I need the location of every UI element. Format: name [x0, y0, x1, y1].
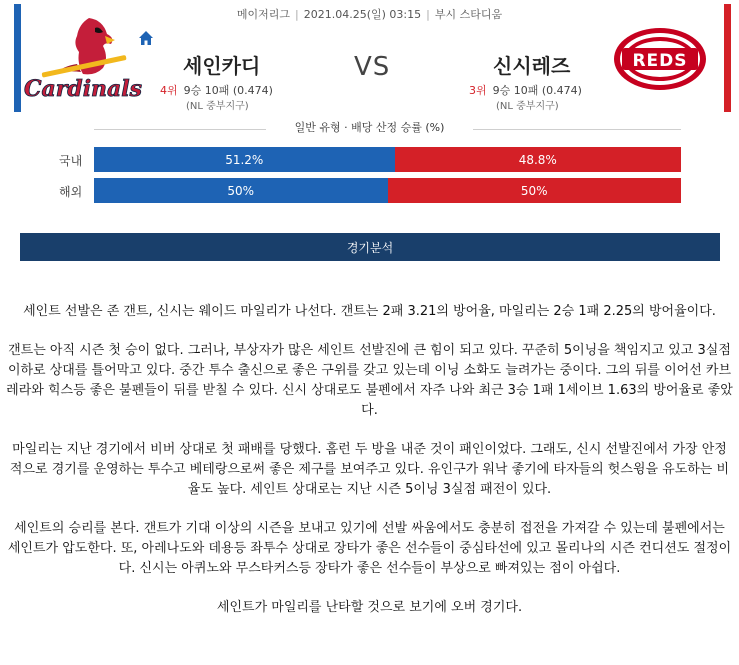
win-prob-away-segment: 50% [388, 178, 682, 203]
reds-logo [612, 26, 708, 92]
analysis-paragraph: 세인트의 승리를 본다. 갠트가 기대 이상의 시즌을 보내고 있기에 선발 싸움에서도 충분히 접전을 가져갈 수 있는데 불펜에서는 세인트가 압도한다. 또, 아레나도와 데용등 좌투수 상대로 장타가 좋은 선수들이 중심타선에 있고 몰리나의 시즌 컨디션도 절정이다. 신시는 아퀴노와 무스타커스등 장타가 좋은 선수들이 부상으로 빠져있는 점이 아쉽다. [7, 521, 732, 576]
win-prob-row-label: 해외 [59, 185, 83, 199]
away-team-record-text: 9승 10패 (0.474) [492, 84, 582, 97]
analysis-paragraph: 세인트가 마일리를 난타할 것으로 보기에 오버 경기다. [216, 600, 523, 615]
win-prob-home-segment: 51.2% [94, 147, 395, 172]
home-icon[interactable] [138, 30, 154, 46]
home-team-division: (NL 중부지구) [186, 101, 249, 112]
away-team-rank: 3위 [469, 84, 487, 97]
section-divider-right [473, 129, 681, 130]
win-prob-home-segment: 50% [94, 178, 388, 203]
win-prob-title: 일반 유형 · 배당 산정 승률 (%) [294, 121, 445, 134]
away-team-record [469, 82, 582, 98]
vs-label: VS [354, 52, 391, 82]
away-team-division: (NL 중부지구) [496, 101, 559, 112]
analysis-content [6, 302, 733, 637]
reds-logo-wordmark: REDS [632, 51, 688, 71]
analysis-paragraph: 갠트는 아직 시즌 첫 승이 없다. 그러나, 부상자가 많은 세인트 선발진에 큰 힘이 되고 있다. 꾸준히 5이닝을 책임지고 있고 3실점 이하로 상대를 틀어막고 있다. 중간 투수 출신으로 좋은 구위를 갖고 있는데 이닝 소화도 늘려가는 중이다. 그의 뒤를 이어선 카브레라와 힉스등 좋은 불펜들이 뒤를 받칠 수 있다. 신시 상대로도 불펜에서 자주 나와 최근 3승 1패 1세이브 1.63의 방어율로 좋았다. [6, 343, 733, 418]
analysis-header-label: 경기분석 [346, 240, 394, 255]
away-team-name[interactable]: 신시레즈 [493, 54, 571, 78]
analysis-header[interactable] [20, 233, 720, 261]
cardinals-logo [23, 14, 143, 106]
analysis-paragraph: 세인트 선발은 존 갠트, 신시는 웨이드 마일리가 나선다. 갠트는 2패 3.21의 방어율, 마일리는 2승 1패 2.25의 방어율이다. [23, 304, 716, 319]
win-prob-bar-overseas [94, 178, 681, 203]
match-meta: 메이저리그 | 2021.04.25(일) 03:15 | 부시 스타디움 [236, 8, 503, 21]
win-prob-row-label: 국내 [59, 154, 83, 168]
home-team-name[interactable]: 세인카디 [183, 54, 261, 78]
cardinals-logo-wordmark: Cardinals [23, 76, 143, 102]
home-team-rank: 4위 [160, 84, 178, 97]
analysis-paragraph: 마일리는 지난 경기에서 비버 상대로 첫 패배를 당했다. 홈런 두 방을 내준 것이 패인이었다. 그래도, 신시 선발진에서 가장 안정적으로 경기를 운영하는 투수고 베테랑으로써 좋은 제구를 보여주고 있다. 유인구가 워낙 좋기에 타자들의 헛스윙을 유도하는 비율도 높다. 세인트 상대로는 지난 시즌 5이닝 3실점 패전이 있다. [9, 442, 730, 497]
home-team-record [160, 82, 273, 98]
win-prob-bar-domestic [94, 147, 681, 172]
stadium-label: 부시 스타디움 [434, 8, 503, 21]
home-team-record-text: 9승 10패 (0.474) [183, 84, 273, 97]
match-datetime: 2021.04.25(일) 03:15 [303, 8, 422, 21]
win-prob-away-segment: 48.8% [395, 147, 681, 172]
league-label: 메이저리그 [236, 8, 291, 21]
